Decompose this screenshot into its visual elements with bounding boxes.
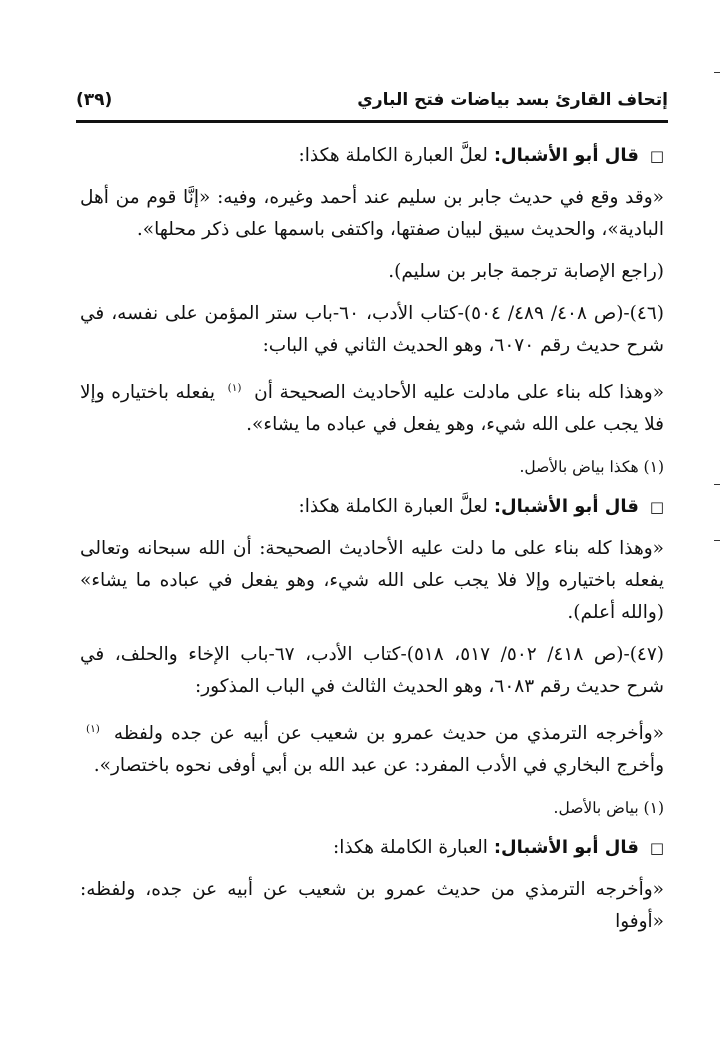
comment-label: قال أبو الأشبال: — [493, 837, 639, 859]
comment-heading — [80, 832, 664, 864]
page-number: (٣٩) — [76, 90, 113, 110]
comment-heading — [80, 491, 664, 523]
entry-heading: (٤٧)-(ص ٤١٨/ ٥٠٢/ ٥١٧، ٥١٨)-كتاب الأدب، ٦٧-باب الإخاء والحلف، في شرح حديث رقم ٦٠٨٣، وهو الحديث الثالث في الباب المذكور: — [80, 644, 665, 698]
comment-intro: العبارة الكاملة هكذا: — [332, 837, 488, 859]
scan-edge-mark — [714, 484, 720, 485]
quote-part: يفعله باختياره وإلا فلا يجب على الله شيء، وهو يفعل في عباده ما يشاء». — [80, 382, 664, 436]
square-bullet-icon: □ — [649, 839, 664, 858]
comment-intro: لعلَّ العبارة الكاملة هكذا: — [298, 145, 488, 166]
square-bullet-icon: □ — [649, 147, 664, 165]
comment-label: قال أبو الأشبال: — [493, 145, 639, 166]
footnote: (١) بياض بالأصل. — [553, 799, 664, 818]
footnote-ref: (١) — [86, 723, 100, 736]
paragraph — [80, 372, 664, 441]
footnote: (١) هكذا بياض بالأصل. — [519, 458, 664, 477]
quote-part: «وأخرجه الترمذي من حديث عمرو بن شعيب عن أبيه عن جده ولفظه — [113, 723, 664, 745]
quote-part: «وهذا كله بناء على مادلت عليه الأحاديث الصحيحة أن — [254, 382, 665, 404]
paragraph: «وأخرجه الترمذي من حديث عمرو بن شعيب عن أبيه عن جده، ولفظه: «أوفوا — [80, 879, 664, 933]
paragraph — [80, 713, 664, 782]
running-title: إتحاف القارئ بسد بياضات فتح الباري — [357, 90, 668, 110]
entry-heading: (٤٦)-(ص ٤٠٨/ ٤٨٩/ ٥٠٤)-كتاب الأدب، ٦٠-باب ستر المؤمن على نفسه، في شرح حديث رقم ٦٠٧٠، وهو الحديث الثاني في الباب: — [80, 303, 664, 356]
paragraph: «وقد وقع في حديث جابر بن سليم عند أحمد وغيره، وفيه: «إنَّا قوم من أهل البادية»، والحديث سيق لبيان صفتها، واكتفى باسمها على ذكر محلها». — [80, 187, 664, 240]
paragraph: (راجع الإصابة ترجمة جابر بن سليم). — [388, 261, 664, 282]
page-body — [80, 140, 664, 938]
paragraph: «وهذا كله بناء على ما دلت عليه الأحاديث الصحيحة: أن الله سبحانه وتعالى يفعله باختياره وإلا فلا يجب على الله شيء، وهو يفعل في عباده ما يشاء» (والله أعلم). — [80, 538, 664, 624]
square-bullet-icon: □ — [649, 498, 664, 517]
scan-edge-mark — [714, 72, 720, 73]
page-header — [76, 86, 668, 118]
comment-heading — [80, 140, 664, 172]
scan-edge-mark — [714, 540, 720, 541]
comment-label: قال أبو الأشبال: — [493, 496, 639, 518]
comment-intro: لعلَّ العبارة الكاملة هكذا: — [298, 496, 488, 518]
quote-part: وأخرج البخاري في الأدب المفرد: عن عبد الله بن أبي أوفى نحوه باختصار». — [93, 755, 664, 777]
header-rule — [76, 120, 668, 123]
footnote-ref: (١) — [227, 382, 242, 394]
